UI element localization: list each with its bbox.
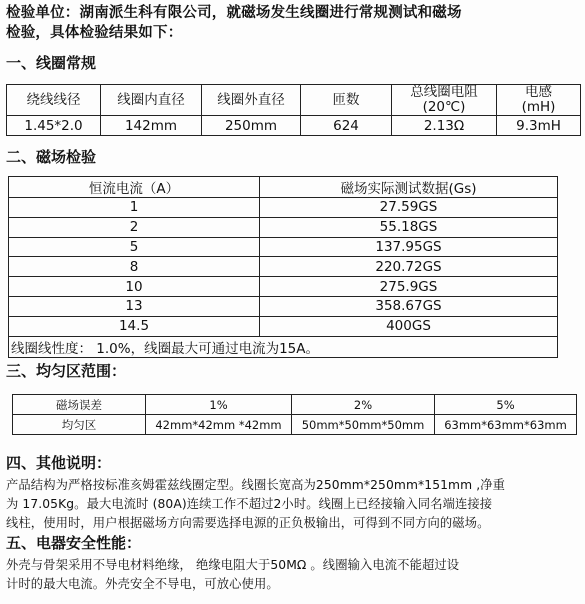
uniform-region-row (13, 415, 577, 435)
region-2pct: 50mm*50mm*50mm (292, 415, 435, 435)
label-field-error: 磁场误差 (13, 395, 146, 415)
header-inductance-label: 电感 (525, 84, 552, 100)
current-cell: 14.5 (9, 316, 260, 336)
uniform-region-table (12, 394, 577, 435)
value-inner-diameter: 142mm (101, 116, 202, 136)
header-resistance (392, 85, 497, 116)
section2-title: 二、磁场检验 (6, 148, 97, 166)
section5-title: 五、电器安全性能： (6, 534, 142, 552)
section1-title: 一、线圈常规 (6, 54, 97, 72)
table-row (9, 257, 558, 277)
header-outer-diameter: 线圈外直径 (202, 85, 301, 116)
region-5pct: 63mm*63mm*63mm (435, 415, 577, 435)
coil-spec-table (6, 84, 581, 136)
current-cell: 8 (9, 257, 260, 277)
field-cell: 55.18GS (260, 217, 558, 237)
current-cell: 2 (9, 217, 260, 237)
safety-paragraph (6, 556, 582, 594)
other-notes-line: 为 17.05Kg。最大电流时 (80A)连续工作不超过2小时。线圈上已经接输入同名端连接接 (6, 497, 493, 511)
other-notes-line: 产品结构为严格按标准亥姆霍兹线圈定型。线圈长宽高为250mm*250mm*151mm ,净重 (6, 478, 506, 492)
coil-spec-value-row (7, 116, 581, 136)
safety-line: 外壳与骨架采用不导电材料绝缘， 绝缘电阻大于50MΩ 。线圈输入电流不能超过设 (6, 558, 460, 572)
header-inner-diameter: 线圈内直径 (101, 85, 202, 116)
field-cell: 137.95GS (260, 237, 558, 257)
other-notes-line: 线柱，使用时，用户根据磁场方向需要选择电源的正负极输出，可得到不同方向的磁场。 (6, 516, 490, 530)
field-cell: 358.67GS (260, 296, 558, 316)
current-cell: 1 (9, 198, 260, 218)
field-cell: 27.59GS (260, 198, 558, 218)
current-cell: 13 (9, 296, 260, 316)
table-row (9, 316, 558, 336)
table-row (9, 198, 558, 218)
value-outer-diameter: 250mm (202, 116, 301, 136)
field-cell: 275.9GS (260, 277, 558, 297)
coil-spec-header-row (7, 85, 581, 116)
value-wire-gauge: 1.45*2.0 (7, 116, 101, 136)
other-notes-paragraph (6, 476, 582, 533)
field-cell: 400GS (260, 316, 558, 336)
header-field: 磁场实际测试数据(Gs) (260, 177, 558, 198)
field-cell: 220.72GS (260, 257, 558, 277)
region-1pct: 42mm*42mm *42mm (146, 415, 292, 435)
current-cell: 10 (9, 277, 260, 297)
error-1pct: 1% (146, 395, 292, 415)
value-resistance: 2.13Ω (392, 116, 497, 136)
header-current: 恒流电流（A） (9, 177, 260, 198)
error-2pct: 2% (292, 395, 435, 415)
value-inductance: 9.3mH (497, 116, 581, 136)
field-test-table (8, 176, 558, 358)
linearity-note-row (9, 336, 558, 357)
safety-line: 计时的最大电流。外壳安全不导电，可放心使用。 (6, 577, 279, 591)
table-row (9, 296, 558, 316)
intro-line-1: 检验单位：湖南派生科有限公司，就磁场发生线圈进行常规测试和磁场 (6, 5, 462, 21)
value-turns: 624 (301, 116, 392, 136)
uniform-error-row (13, 395, 577, 415)
section3-title: 三、均匀区范围： (6, 362, 127, 380)
table-row (9, 277, 558, 297)
current-cell: 5 (9, 237, 260, 257)
header-turns: 匝数 (301, 85, 392, 116)
label-uniform-region: 均匀区 (13, 415, 146, 435)
header-resistance-temp: (20℃) (422, 99, 466, 115)
section4-title: 四、其他说明： (6, 454, 112, 472)
header-wire-gauge: 绕线线径 (7, 85, 101, 116)
intro-line-2: 检验，具体检验结果如下： (6, 25, 183, 41)
table-row (9, 237, 558, 257)
header-inductance (497, 85, 581, 116)
intro-text (6, 3, 581, 43)
error-5pct: 5% (435, 395, 577, 415)
header-resistance-label: 总线圈电阻 (410, 84, 478, 100)
table-row (9, 217, 558, 237)
field-test-header-row (9, 177, 558, 198)
header-inductance-unit: (mH) (521, 99, 556, 115)
linearity-note: 线圈线性度： 1.0%，线圈最大可通过电流为15A。 (9, 336, 558, 357)
